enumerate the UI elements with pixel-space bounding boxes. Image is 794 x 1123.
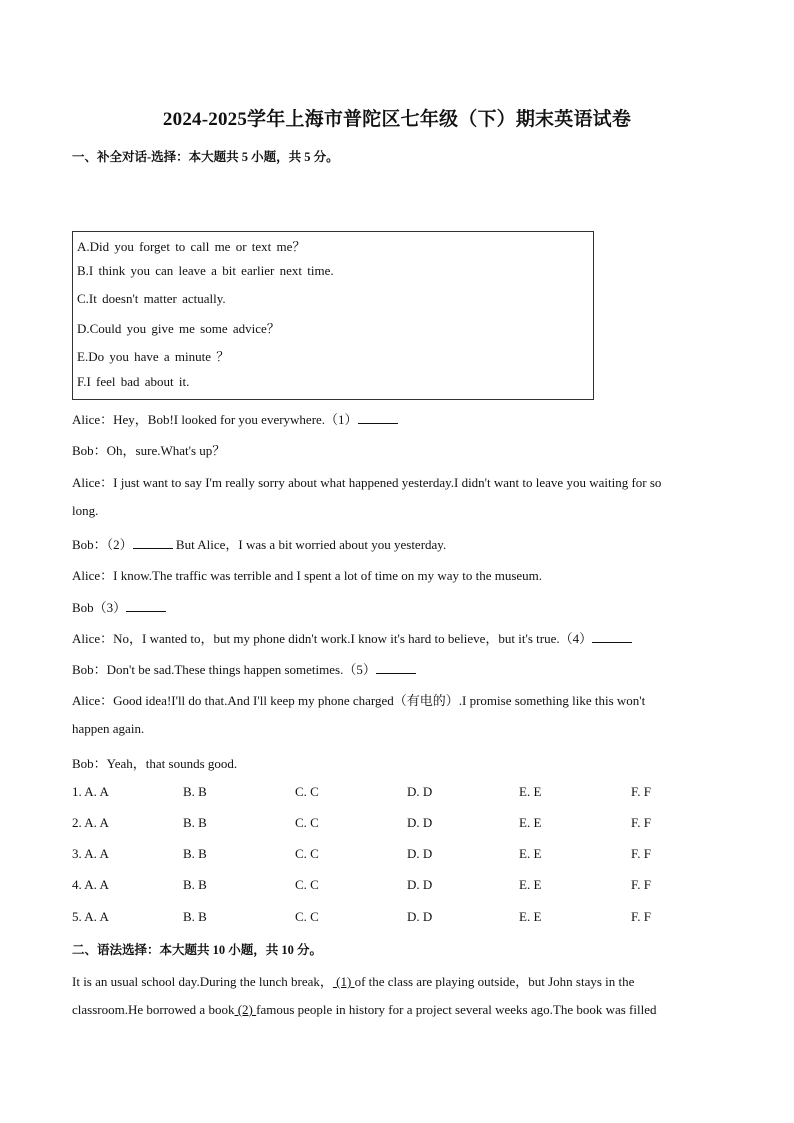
dialogue-line: Bob：Oh，sure.What's up？	[72, 443, 226, 458]
choice-e[interactable]: E. E	[519, 815, 542, 830]
choice-f[interactable]: F. F	[631, 815, 651, 830]
dialogue-text: Alice：Hey，Bob!I looked for you everywhere.（1）	[72, 412, 358, 427]
choice-row	[72, 815, 722, 833]
choice-c[interactable]: C. C	[295, 909, 319, 924]
choice-f[interactable]: F. F	[631, 909, 651, 924]
choice-a[interactable]: 5. A. A	[72, 909, 109, 924]
choice-row	[72, 909, 722, 927]
choice-b[interactable]: B. B	[183, 909, 207, 924]
choice-e[interactable]: E. E	[519, 877, 542, 892]
choice-a[interactable]: 2. A. A	[72, 815, 109, 830]
choice-d[interactable]: D. D	[407, 877, 433, 892]
option-e: E.Do you have a minute ？	[77, 349, 230, 364]
section-1-heading: 一、补全对话-选择：本大题共 5 小题，共 5 分。	[72, 150, 339, 164]
choice-d[interactable]: D. D	[407, 784, 433, 799]
option-b: B.I think you can leave a bit earlier next time.	[77, 263, 334, 278]
section-2-heading: 二、语法选择：本大题共 10 小题，共 10 分。	[72, 943, 323, 957]
dialogue-text: Bob：（2）	[72, 537, 133, 552]
dialogue-line	[72, 628, 722, 647]
choice-c[interactable]: C. C	[295, 815, 319, 830]
dialogue-line	[72, 534, 722, 553]
choice-e[interactable]: E. E	[519, 846, 542, 861]
dialogue-text: But Alice，I was a bit worried about you yesterday.	[172, 537, 447, 552]
choice-row	[72, 846, 722, 864]
dialogue-line: long.	[72, 503, 99, 518]
choice-a[interactable]: 1. A. A	[72, 784, 109, 799]
choice-e[interactable]: E. E	[519, 909, 542, 924]
passage-text: famous people in history for a project several weeks ago.The book was filled	[256, 1002, 657, 1017]
choice-f[interactable]: F. F	[631, 846, 651, 861]
dialogue-text: Alice：No，I wanted to，but my phone didn't work.I know it's hard to believe，but it's true.（4）	[72, 631, 593, 646]
dialogue-line: happen again.	[72, 721, 145, 736]
choice-b[interactable]: B. B	[183, 784, 207, 799]
choice-d[interactable]: D. D	[407, 815, 433, 830]
choice-row	[72, 784, 722, 802]
options-box	[72, 231, 594, 400]
dialogue-text: Bob：Don't be sad.These things happen sometimes.（5）	[72, 662, 376, 677]
dialogue-line: Bob：Yeah，that sounds good.	[72, 756, 238, 771]
option-c: C.It doesn't matter actually.	[77, 291, 226, 306]
choice-c[interactable]: C. C	[295, 877, 319, 892]
passage-line	[72, 1002, 722, 1018]
choice-d[interactable]: D. D	[407, 909, 433, 924]
answer-blank[interactable]	[133, 538, 173, 549]
passage-blank[interactable]: (1)	[332, 974, 355, 989]
choice-row	[72, 877, 722, 895]
choice-c[interactable]: C. C	[295, 784, 319, 799]
passage-text: It is an usual school day.During the lunch break，	[72, 974, 333, 989]
passage-text: classroom.He borrowed a book	[72, 1002, 235, 1017]
answer-blank[interactable]	[358, 413, 398, 424]
option-f: F.I feel bad about it.	[77, 374, 190, 389]
option-a: A.Did you forget to call me or text me？	[77, 239, 306, 254]
page-title: 2024-2025学年上海市普陀区七年级（下）期末英语试卷	[162, 109, 632, 130]
choice-e[interactable]: E. E	[519, 784, 542, 799]
dialogue-line	[72, 659, 722, 678]
dialogue-line: Alice：Good idea!I'll do that.And I'll keep my phone charged（有电的）.I promise something like this won't	[72, 693, 646, 708]
answer-blank[interactable]	[592, 632, 632, 643]
choice-c[interactable]: C. C	[295, 846, 319, 861]
passage-text: of the class are playing outside，but John stays in the	[354, 974, 635, 989]
choice-d[interactable]: D. D	[407, 846, 433, 861]
passage-line	[72, 971, 722, 990]
choice-b[interactable]: B. B	[183, 815, 207, 830]
dialogue-text: Bob（3）	[72, 600, 127, 615]
choice-b[interactable]: B. B	[183, 877, 207, 892]
choice-f[interactable]: F. F	[631, 784, 651, 799]
option-d: D.Could you give me some advice？	[77, 321, 280, 336]
choice-a[interactable]: 4. A. A	[72, 877, 109, 892]
dialogue-line	[72, 409, 722, 428]
dialogue-line: Alice：I just want to say I'm really sorry about what happened yesterday.I didn't want to leave you waiting for so	[72, 475, 662, 490]
answer-blank[interactable]	[376, 663, 416, 674]
answer-blank[interactable]	[126, 601, 166, 612]
passage-blank[interactable]: (2)	[234, 1002, 257, 1017]
dialogue-line: Alice：I know.The traffic was terrible and I spent a lot of time on my way to the museum.	[72, 568, 543, 583]
choice-f[interactable]: F. F	[631, 877, 651, 892]
choice-a[interactable]: 3. A. A	[72, 846, 109, 861]
dialogue-line	[72, 597, 722, 616]
choice-b[interactable]: B. B	[183, 846, 207, 861]
